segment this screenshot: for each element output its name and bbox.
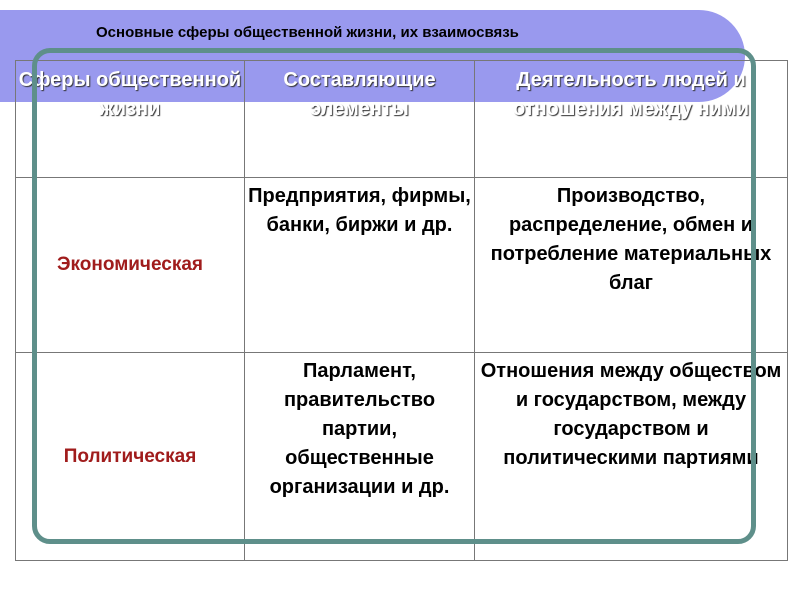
decorative-frame xyxy=(32,48,756,544)
sphere-cell: Политическая xyxy=(16,353,245,561)
page-title: Основные сферы общественной жизни, их взаимосвязь xyxy=(96,24,519,41)
elements-cell: Предприятия, фирмы, банки, биржи и др. xyxy=(245,178,475,353)
sphere-cell: Экономическая xyxy=(16,178,245,353)
header-elements: Составляющие элементы xyxy=(245,61,475,178)
activity-cell: Производство, распределение, обмен и потребление материальных благ xyxy=(475,178,788,353)
header-spheres: Сферы общественной жизни xyxy=(16,61,245,178)
activity-cell: Отношения между обществом и государством, между государством и политическими партиями xyxy=(475,353,788,561)
elements-cell: Парламент, правительство партии, общественные организации и др. xyxy=(245,353,475,561)
header-activity: Деятельность людей и отношения между ними xyxy=(475,61,788,178)
